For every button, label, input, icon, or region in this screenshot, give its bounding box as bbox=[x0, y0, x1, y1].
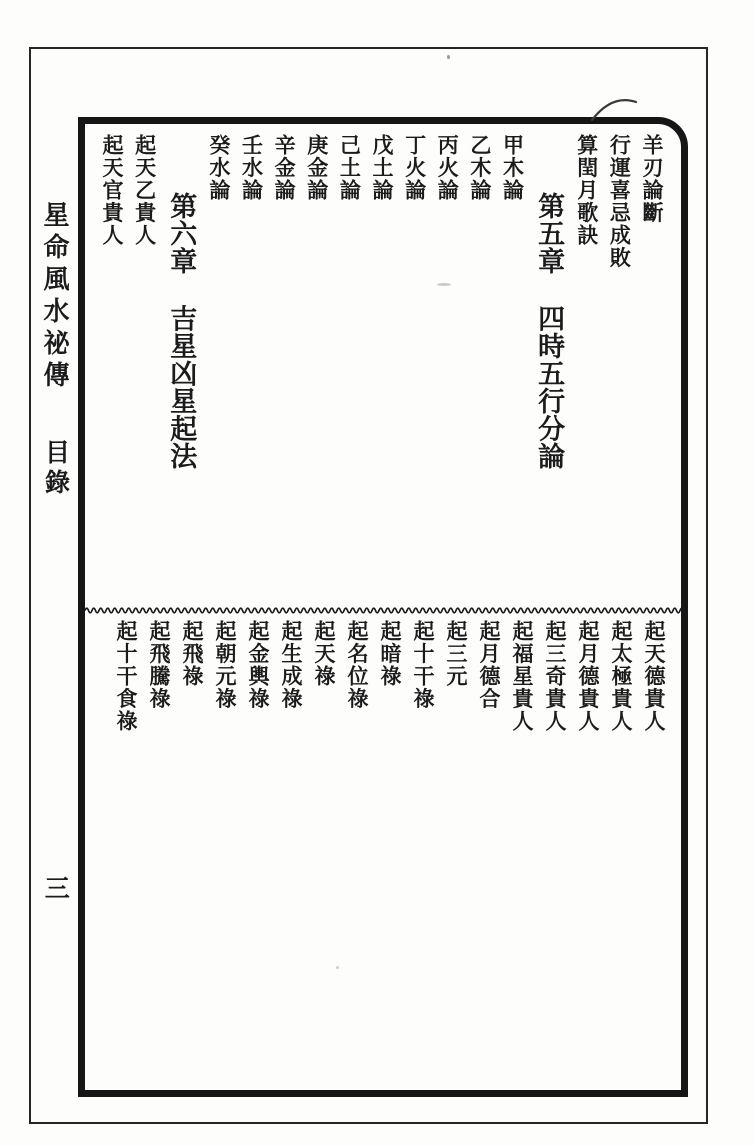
section-label: 目錄 bbox=[41, 439, 69, 499]
toc-entry: 起三元 bbox=[444, 620, 468, 688]
toc-entry: 起朝元祿 bbox=[213, 620, 237, 710]
toc-entry: 乙木論 bbox=[467, 134, 492, 202]
toc-entry: 羊刃論斷 bbox=[640, 134, 664, 224]
toc-entry: 起名位祿 bbox=[345, 620, 369, 710]
scan-speck bbox=[437, 283, 451, 286]
toc-entry: 起福星貴人 bbox=[510, 620, 534, 733]
toc-entry: 起十干祿 bbox=[411, 620, 435, 710]
chapter-gap bbox=[180, 275, 182, 305]
toc-entry: 甲木論 bbox=[500, 134, 525, 202]
toc-entry: 丙火論 bbox=[435, 134, 460, 202]
toc-entry: 己土論 bbox=[337, 134, 362, 202]
toc-entry: 起三奇貴人 bbox=[543, 620, 567, 733]
chapter-title: 吉星凶星起法 bbox=[166, 304, 197, 470]
chapter-heading bbox=[162, 134, 201, 606]
toc-entry: 起天官貴人 bbox=[100, 134, 124, 247]
toc-entry: 起月德貴人 bbox=[576, 620, 600, 733]
chapter-number: 第六章 bbox=[166, 192, 197, 275]
chapter-title: 四時五行分論 bbox=[534, 304, 565, 470]
chapter-heading bbox=[530, 134, 569, 606]
toc-entry: 辛金論 bbox=[272, 134, 297, 202]
toc-entry: 起飛騰祿 bbox=[147, 620, 171, 710]
toc-entry: 算閏月歌訣 bbox=[574, 134, 599, 247]
toc-entry: 起飛祿 bbox=[180, 620, 204, 688]
toc-entry: 丁火論 bbox=[402, 134, 427, 202]
toc-entry: 起太極貴人 bbox=[609, 620, 633, 733]
toc-bottom-section bbox=[85, 616, 681, 1090]
page-number: 三 bbox=[44, 876, 70, 903]
chapter-gap bbox=[548, 275, 550, 305]
toc-entry: 起天德貴人 bbox=[642, 620, 666, 733]
scan-speck bbox=[447, 55, 450, 59]
toc-entry: 癸水論 bbox=[206, 134, 231, 202]
content-frame bbox=[78, 117, 688, 1097]
toc-entry: 起天祿 bbox=[312, 620, 336, 688]
toc-entry: 起暗祿 bbox=[378, 620, 402, 688]
toc-entry: 起月德合 bbox=[477, 620, 501, 710]
toc-entry: 起金輿祿 bbox=[246, 620, 270, 710]
toc-entry: 壬水論 bbox=[239, 134, 264, 202]
wavy-divider bbox=[85, 605, 681, 616]
book-title: 星命風水祕傳 bbox=[40, 201, 69, 393]
toc-entry: 起生成祿 bbox=[279, 620, 303, 710]
toc-entry: 戊土論 bbox=[370, 134, 394, 202]
toc-entry: 起十干食祿 bbox=[114, 620, 138, 733]
scan-speck bbox=[336, 966, 339, 969]
toc-entry: 庚金論 bbox=[304, 134, 329, 202]
left-margin bbox=[31, 49, 78, 1122]
toc-top-section bbox=[85, 124, 681, 606]
toc-entry: 起天乙貴人 bbox=[132, 134, 157, 247]
toc-entry: 行運喜忌成敗 bbox=[607, 134, 632, 269]
chapter-number: 第五章 bbox=[534, 192, 565, 275]
